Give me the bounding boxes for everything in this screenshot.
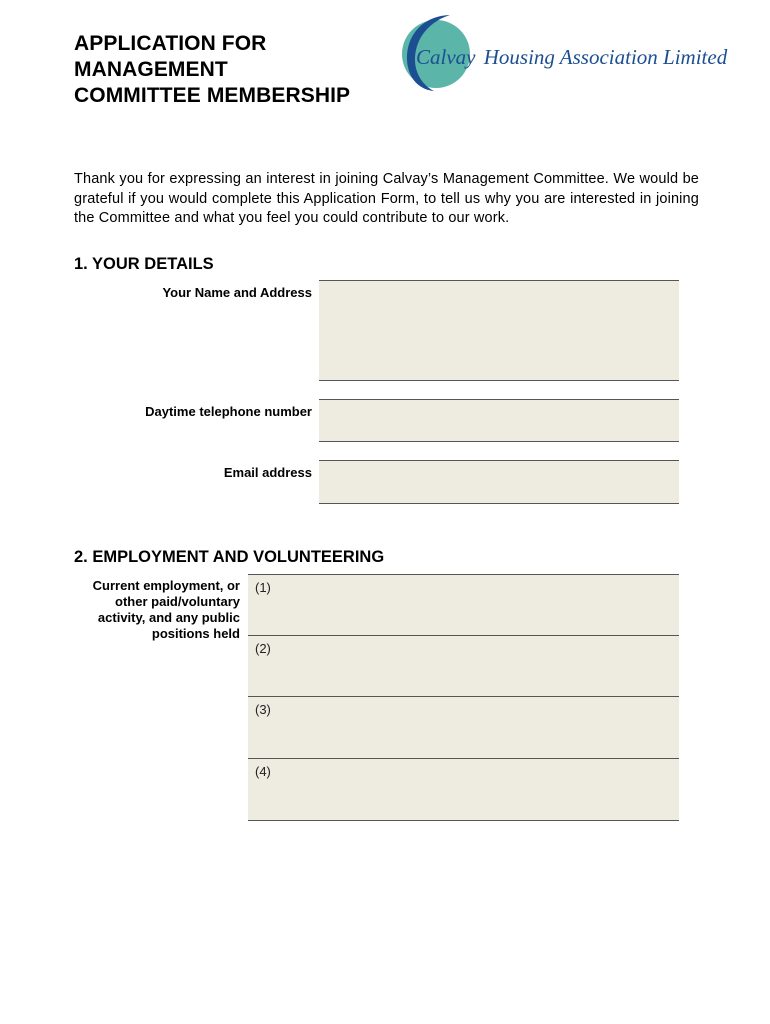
title-line-2: MANAGEMENT xyxy=(74,58,228,81)
svg-text:Calvay Housing Association xyxy=(416,45,728,69)
page-title xyxy=(74,31,350,109)
intro-paragraph: Thank you for expressing an interest in joining Calvay’s Management Committee. We would be grateful if you would complete this Application Form, to tell us why you are interested in joining the Committee and what you feel you could contribute to our work. xyxy=(74,171,699,226)
section-1-heading: 1. YOUR DETAILS xyxy=(74,255,214,273)
employment-label-line-2: other paid/voluntary xyxy=(115,594,240,609)
name-address-label: Your Name and Address xyxy=(162,285,312,300)
logo-word-calvay: Calvay xyxy=(416,45,476,69)
entry-number-1: (1) xyxy=(255,580,271,595)
telephone-field[interactable] xyxy=(319,399,679,442)
title-line-1: APPLICATION FOR xyxy=(74,32,267,55)
employment-entry-1[interactable] xyxy=(248,574,679,636)
entry-number-4: (4) xyxy=(255,764,271,779)
entry-number-2: (2) xyxy=(255,641,271,656)
name-address-field[interactable] xyxy=(319,280,679,381)
logo-word-rest: Housing Association Limited xyxy=(483,45,728,69)
email-field[interactable] xyxy=(319,460,679,504)
employment-label-line-1: Current employment, or xyxy=(92,578,240,593)
employment-label xyxy=(93,578,240,642)
employment-entry-4[interactable] xyxy=(248,758,679,821)
title-line-3: COMMITTEE MEMBERSHIP xyxy=(74,84,351,107)
employment-label-line-3: activity, and any public xyxy=(97,610,240,625)
entry-number-3: (3) xyxy=(255,702,271,717)
section-2-heading: 2. EMPLOYMENT AND VOLUNTEERING xyxy=(74,548,385,566)
email-label: Email address xyxy=(223,465,312,480)
telephone-label: Daytime telephone number xyxy=(145,404,312,419)
calvay-logo xyxy=(398,12,728,94)
employment-label-line-4: positions held xyxy=(151,626,240,641)
employment-entry-2[interactable] xyxy=(248,635,679,697)
employment-entry-3[interactable] xyxy=(248,696,679,759)
